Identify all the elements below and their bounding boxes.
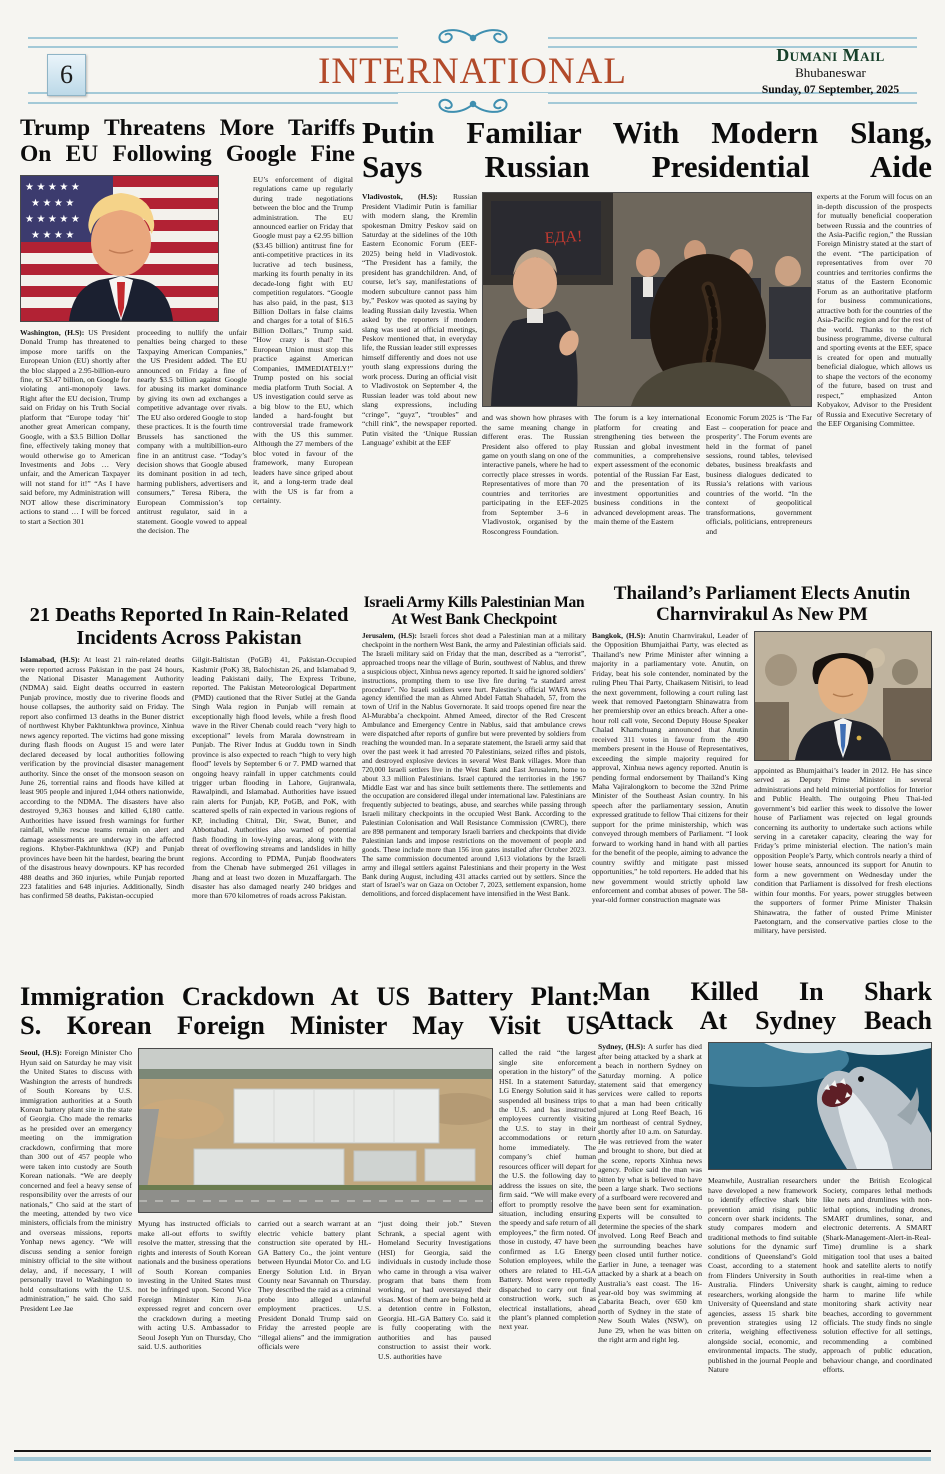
body-text: Anutin Charnvirakul, Leader of the Opposition Bhumjaithai Party, was elected as Thailand’s new Prime Minister after winning a majority in a parliamentary vote. Anutin, on Friday, beat his sole contender, nominated by the ruling Pheu Thai Party, Chaikasem Nitisiri, to lead the next government, following a court ruling last week that removed Paetongtarn Shinawatra from her premiership over an ethics breach. After a one-hour roll call vote, Second Deputy House Speaker Chalad Khamchuang announced that Anutin received 311 votes in favour from the 490 members present in the House of Representatives, exceeding the simple majority required for approval, Xinhua news agency reported. Anutin is pending formal endorsement by Thailand’s King Maha Vajiralongkorn to become the 32nd Prime Minister of the Southeast Asian country. In his speech after the parliamentary session, Anutin expressed gratitude to fellow Thai citizens for their support for the prime ministership, which was conveyed through members of Parliament. “I look forward to working hand in hand with all parties for the benefit of the people, aiming to advance the country swiftly and mitigate past missed opportunities,” he told reporters. He added that his new government would strictly uphold law enforcement and combat abuses of power. The 58-year-old former construction magnate was xyxy=(592,630,748,905)
section-title: INTERNATIONAL xyxy=(318,51,627,92)
body-column: The forum is a key international platform for creating and strengthening ties between the Russian and global investment communities, a comprehensive expert assessment of the economic potential of the Russian Far East, and the presentation of its investment opportunities and business conditions in the advanced development areas. The main theme of the Eastern xyxy=(594,413,700,527)
headline-putin xyxy=(362,116,932,184)
body-column xyxy=(362,192,477,536)
dateline: Sydney, (H.S): xyxy=(598,1042,646,1052)
dateline: Seoul, (H.S): xyxy=(20,1048,62,1058)
svg-text:★ ★ ★ ★ ★: ★ ★ ★ ★ ★ xyxy=(25,213,80,225)
battery-plant-aerial-photo xyxy=(138,1048,493,1213)
headline-line-2: Charnvirakul As New PM xyxy=(656,603,868,625)
headline-israeli xyxy=(362,594,586,628)
footer-rule-blue xyxy=(14,1457,931,1461)
ornament-top-icon xyxy=(398,26,548,49)
body-text: Russian President Vladimir Putin is familiar with modern slang, the Kremlin spokesman Dmitry Peskov said on Saturday at the sidelines of the 10th Eastern Economic Forum (EEF-2025) being held in Vladivostok. “The President has a family, the president has grandchildren. And, of course, let’s say, manifestations of modern subculture cannot pass him by,” Peskov was quoted as saying by leading Russian daily Izvestia. When asked by the reporters if modern slang was used at official meetings, Peskov mentioned that, in everyday life, the Russian leader still expresses himself differently and does not use youth slang expressions during the work process. During an official visit to Vladivostok on September 4, the Russian leader was told about new slang expressions, including “cringe”, “guyz”, “troubles” and “chill rink”, the newspaper reported. Putin visited the ‘Unique Russian Language’ exhibit at the EEF xyxy=(362,192,477,447)
body-column xyxy=(598,1042,702,1375)
trump-flag-photo xyxy=(20,175,219,322)
headline-line-2: Attack At Sydney Beach xyxy=(598,1005,932,1035)
body-column xyxy=(20,328,130,536)
body-text: Foreign Minister Cho Hyun said on Saturday he may visit the United States to discuss with Washington the arrests of hundreds of South Koreans by U.S. immigration authorities at a South Korean battery plant site in the state of Georgia. Cho made the remarks as he presided over an emergency meeting on the immigration crackdown, confirming that more than 300 out of 457 people who were taken into custody are South Korean nationals. “We are deeply concerned and feel a heavy sense of responsibility over the arrests of our nationals,” Cho said at the start of the meeting, attended by two vice ministers, officials from the ministry and overseas missions, reports Yonhap news agency. “We will discuss sending a senior foreign ministry official to the site without delay, and, if necessary, I will personally travel to Washington to hold consultations with the U.S. administration,” he said. Cho said President Lee Jae xyxy=(20,1048,132,1313)
headline-line-2: Incidents Across Pakistan xyxy=(76,626,302,649)
svg-text:ЕДА!: ЕДА! xyxy=(544,228,583,248)
putin-eef-photo xyxy=(482,192,812,407)
headline-line-1: Man Killed In Shark xyxy=(598,978,932,1006)
svg-text:★ ★ ★ ★: ★ ★ ★ ★ xyxy=(31,229,75,241)
headline-line-1: 21 Deaths Reported In Rain-Related xyxy=(29,604,349,626)
anutin-photo xyxy=(754,631,932,761)
body-column: called the raid “the largest single site enforcement operation in the history” of the HSI. In a statement Saturday, LG Energy Solution said it has suspended all business trips to the U.S. and has instructed employees currently visiting the U.S. to stay in their accommodations or return home immediately. The company’s chief human resources officer will depart for the U.S. the following day to address the issues on site, the firm said. “We will make every effort to promptly resolve the situation, including ensuring the speedy and safe return of all employees,” the firm noted. Of those in custody, 47 have been confirmed as LG Energy Solution employees, while the others are related to HL-GA Battery. Most were reportedly dispatched to carry out final construction work, such as electrical installations, ahead the plant’s planned completion next year. xyxy=(499,1048,596,1332)
page-number: 6 xyxy=(47,54,86,96)
headline-line-2: On EU Following Google Fine xyxy=(20,140,355,167)
article-pakistan-rain-deaths xyxy=(20,604,358,978)
shark-photo xyxy=(708,1042,932,1170)
headline-korea xyxy=(20,982,600,1040)
dateline: Jerusalem, (H.S): xyxy=(362,632,417,641)
body-column: Economic Forum 2025 is ‘The Far East – cooperation for peace and prosperity’. The Forum events are held in the format of panel sessions, round tables, televised debates, business breakfasts and business dialogues dedicated to Russia’s relations with various countries of the world. “In the context of geopolitical transformations, government officials, politicians, entrepreneurs and xyxy=(706,413,812,536)
footer-rule-black xyxy=(14,1450,931,1452)
body-column: appointed as Bhumjaithai’s leader in 2012. He has since served as Deputy Prime Minister in several administrations and held ministerial portfolios for Interior and Public Health. The outgoing Pheu Thai-led government’s bid earlier this week to dissolve the lower house of Parliament was rejected on legal grounds concerning its authority to undertake such actions while serving in a caretaker capacity, clearing the way for Friday’s prime ministerial election. The nation’s main opposition People’s Party, which controls nearly a third of lower house seats, announced its support for Anutin to form a new government on Wednesday under the condition that Parliament is dissolved for fresh elections within four months. For years, power struggles between the supporters of former Prime Minister Thaksin Shinawatra, the father of ousted Prime Minister Paetongtarn, and the conservative parties close to the military, have persisted. xyxy=(754,765,932,936)
article-shark-attack xyxy=(598,978,932,1460)
body-column: carried out a search warrant at an electric vehicle battery plant construction site operated by HL-GA Battery Co., the joint venture between Hyundai Motor Co. and LG Energy Solution Ltd. in Bryan County near Savannah on Thursday. They described the raid as a criminal probe into alleged unlawful employment practices. U.S. President Donald Trump said on Friday the arrested people are “illegal aliens” and the immigration officials were xyxy=(258,1219,371,1352)
body-column xyxy=(20,655,184,901)
dateline: Washington, (H.S): xyxy=(20,327,85,337)
article-korea-immigration xyxy=(20,982,600,1460)
masthead-city: Bhubaneswar xyxy=(795,65,866,80)
headline-line-1: Putin Familiar With Modern Slang, xyxy=(362,116,932,150)
article-israeli-checkpoint xyxy=(362,594,586,978)
headline-line-2: S. Korean Foreign Minister May Visit US xyxy=(20,1010,600,1041)
headline-shark xyxy=(598,978,932,1035)
body-text: At least 21 rain-related deaths were reported across Pakistan in the past 24 hours, the National Disaster Management Authority (NDMA) said. Eight deaths occurred in eastern Punjab province, mostly due to riverine floods and house collapses, the authority said on Friday. The report also confirmed 13 deaths in the Buner district of northwest Khyber Pakhtunkhwa province, Xinhua news agency reported. The victims had gone missing during flash floods on August 15 and were later declared deceased by local authorities following verification by the provincial disaster management authority. Since the onset of the monsoon season on June 26, torrential rains and floods have killed at least 905 people and injured 1,044 others nationwide, according to the NDMA. The disasters have also destroyed 9,363 houses and killed 6,180 cattle. Authorities have issued fresh warnings for further rainfall, while rescue teams remain on alert and damage assessments are underway in the affected regions. Khyber-Pakhtunkhwa (KP) and Punjab provinces have been hit the hardest, bearing the brunt of the disastrous heavy downpours. KP has recorded 488 deaths and 360 injuries, while Punjab reported 223 fatalities and 648 injuries. Additionally, Sindh has confirmed 58 deaths, Pakistan-occupied xyxy=(20,655,184,901)
body-column xyxy=(592,631,748,936)
body-column: Meanwhile, Australian researchers have developed a new framework to identify effective shark bite prevention amid rising public concern over shark incidents. The study compares modern and traditional methods to find suitable solutions for the dynamic surf conditions of Queensland’s Gold Coast, according to a statement from Flinders University in South Australia. Flinders University researchers, working alongside the University of Queensland and state agencies, assess 15 shark bite prevention strategies using 12 criteria, weighing effectiveness alongside social, economic, and environmental impacts. The study, published in the journal People and Nature xyxy=(708,1176,817,1375)
headline-pakistan xyxy=(20,604,358,649)
issue-date: Sunday, 07 September, 2025 xyxy=(761,84,900,96)
body-column: under the British Ecological Society, compares lethal methods like nets and drumlines with non-lethal options, including drones, SMART drumlines, sonar, and electronic deterrents. A SMART (Shark-Management-Alert-in-Real-Time) drumline is a shark mitigation tool that uses a baited hook and satellite alerts to notify authorities in real-time when a shark is caught, aiming to reduce harm to marine life while monitoring shark activity near beaches, according to government officials. The study finds no single solution effective for all settings, recommending a combined approach of public education, behaviour change, and coordinated efforts. xyxy=(823,1176,932,1375)
article-trump-eu-tariffs xyxy=(20,116,355,600)
headline-line-2: Says Russian Presidential Aide xyxy=(362,149,932,185)
svg-text:★ ★ ★ ★ ★: ★ ★ ★ ★ ★ xyxy=(25,181,80,193)
body-text: Israeli forces shot dead a Palestinian man at a military checkpoint in the northern West Bank, the army and Palestinian officials said. The Israeli military said on Friday that the man, described as a “terrorist”, approached troops near the village of Burin, southwest of Nablus, and threw a suspicious object, Xinhua news agency reported. It said he ignored soldiers’ instructions, prompting them to use live fire during “a standard arrest procedure”. No Israeli soldiers were hurt. Palestine’s official WAFA news agency identified the man as Ahmed Abdel Fattah Shahadeh, 57, from the town of Urif in the Nablus Governorate. It said troops opened fire near the Al-Murabba’a checkpoint. Ahmed Ameed, director of the Red Crescent Ambulance and Emergency Centre in Nablus, said that ambulance crews were dispatched after reports of gunfire but were prevented by soldiers from reaching the wounded man. In a separate statement, the Israeli army said that over the past week it had arrested 70 Palestinians, seized rifles and pistols, and destroyed explosive devices in several West Bank villages. More than 720,000 Israeli settlers live in the West Bank and East Jerusalem, home to about 3.3 million Palestinians. Israel captured the territories in the 1967 Middle East war and has since built settlements there. The settlements and the occupation are considered illegal under international law. Palestinians are frequently subjected to beatings, abuse, and searches while passing through Israeli military checkpoints in the occupied West Bank. According to the Palestinian Colonisation and Wall Resistance Commission (CWRC), there are 898 permanent and temporary Israeli barriers and checkpoints that divide Palestinian lands and impose restrictions on the movement of people and goods. These include more than 156 iron gates installed after October 2023. The same commission documented around 1,613 violations by the Israeli army and illegal settlers against Palestinians and their property in the West Bank during August, including 431 attacks carried out by settlers. Since the start of Israel’s war on Gaza on October 7, 2023, settlement expansion, home demolitions, and forced displacement have intensified in the West Bank. xyxy=(362,632,586,899)
svg-text:★ ★ ★ ★: ★ ★ ★ ★ xyxy=(31,197,75,209)
body-column: experts at the Forum will focus on an in-depth discussion of the prospects for mutually beneficial cooperation between Russia and the countries of the Asia-Pacific region,” the Russian Foreign Ministry stated at the start of the event. “The participation of representatives from over 70 countries and territories confirms the status of the Eastern Economic Forum as an authoritative platform for business communications, attractive both for the countries of the Asia-Pacific region and for the rest of the world. Thanks to the rich business programme, diverse cultural and sporting events at the EEF, space is created for open and mutually beneficial dialogue, which allows us to shape the vectors of the economy of the future, based on trust and respect,” emphasized Anton Kobyakov, Advisor to the President of Russia and Executive Secretary of the EEF Organising Committee. xyxy=(817,192,932,429)
masthead xyxy=(738,45,923,96)
body-text: A surfer has died after being attacked by a shark at a beach in northern Sydney on Saturday morning. A police statement said that emergency services were called to reports that a man had been critically injured at Long Reef Beach, 16 km northeast of central Sydney, shortly after 10 a.m. on Saturday. He was retrieved from the water and brought to shore, but died at the scene, reports Xinhua news agency. Police said the man was bitten by what is believed to have been a large shark. Two sections of a surfboard were recovered and have been sent for examination. Experts will be consulted to determine the species of the shark involved. Long Reef Beach and the surrounding beaches have been closed until further notice. Earlier in June, a teenager was attacked by a shark at a beach on Australia’s east coast. The 16-year-old boy was swimming at Cabarita Beach, over 650 km north of Sydney in the state of New South Wales (NSW), on June 29, when he was bitten on the right arm and right leg. xyxy=(598,1042,702,1345)
body-column: Myung has instructed officials to make all-out efforts to swiftly resolve the matter, stressing that the rights and interests of South Korean nationals and the business operations of South Korean companies investing in the United States must not be infringed upon. Second Vice Foreign Minister Kim Ji-na expressed regret and concern over the crackdown during a meeting with acting U.S. Ambassador to Seoul Joseph Yun on Thursday, Cho said. U.S. authorities xyxy=(138,1219,251,1352)
body-column: and was shown how phrases with the same meaning change in different eras. The Russian President also offered to play game on youth slang on one of the interactive panels, where he had to correctly place stresses in words. Representatives of more than 70 countries and territories are participating in the EEF-2025 from September 3–6 in Vladivostok, organised by the Roscongress Foundation. xyxy=(482,413,588,536)
dateline: Vladivostok, (H.S): xyxy=(362,192,438,202)
ornament-bottom-icon xyxy=(398,93,548,116)
body-column: “just doing their job.” Steven Schrank, a special agent with Homeland Security Investigations (HSI) for Georgia, said the individuals in custody include those who came in through a visa waiver program that bans them from working, or had overstayed their visas. Most of them are being held at a detention centre in Folkston, Georgia. HL-GA Battery Co. said it is fully cooperating with the authorities and has paused construction to assist their work. U.S. authorities have xyxy=(378,1219,491,1361)
headline-thailand xyxy=(592,584,932,626)
dateline: Islamabad, (H.S): xyxy=(20,655,80,665)
body-text: US President Donald Trump has threatened to impose more tariffs on the European Union (EU) shortly after the bloc slapped a 2.95-billion-euro fine, or $3.47 billion, on Google for violating anti-monopoly laws. Right after the EU decision, Trump said on Friday on his Truth Social platform that “Europe today ‘hit’ another great American company, Google, with a $3.5 Billion Dollar fine, effectively taking money that would otherwise go to American Investments and Jobs … Very unfair, and the American Taxpayer will not stand for it!” “As I have said before, my Administration will NOT allow these discriminatory actions to stand … I will be forced to start a Section 301 xyxy=(20,327,130,526)
headline-line-1: Immigration Crackdown At US Battery Plant: xyxy=(20,982,600,1011)
headline-line-1: Trump Threatens More Tariffs xyxy=(20,116,355,141)
headline-line-1: Israeli Army Kills Palestinian Man xyxy=(363,594,585,611)
body-column: Gilgit-Baltistan (PoGB) 41, Pakistan-Occupied Kashmir (PoK) 38, Balochistan 26, and Islamabad 9, leading Pakistani daily, The Express Tribune, reported. The Pakistan Meteorological Department (PMD) cautioned that the River Sutlej at the Ganda Singh Wala region in Punjab will remain at exceptionally high flood levels, while a fresh flood wave in the River Chenab could reach “very high to exceptional” levels from Marala downstream in Punjab. The River Indus at Guddu town in Sindh province is also expected to reach “high to very high flood” levels by September 6 or 7. PMD warned that ongoing heavy rainfall in upper catchments could trigger urban flooding in Lahore, Gujranwala, Rawalpindi, and Islamabad. Authorities have issued rain alerts for Punjab, KP, PoGB, and PoK, with scattered spells of rain expected in various regions of KP, including Chitral, Dir, Swat, Buner, and Abbottabad. Authorities also warned of potential flash flooding in low-lying areas, along with the threat of overflowing streams and landslides in hilly regions. According to PDMA, Punjab floodwaters from the Chenab have submerged 261 villages in Jhang and at least two dozen in Muzaffargarh. The disaster has also damaged nearly 240 bridges and more than 670 kilometres of roads across Pakistan. xyxy=(192,655,356,901)
body-column xyxy=(362,632,586,899)
body-column: proceeding to nullify the unfair penalties being charged to these Taxpaying American Companies,” the US President added. The EU announced on Friday a fine of nearly $3.5 billion against Google for abusing its market dominance by giving its own ad exchanges a competitive advantage over rivals. The EU also ordered Google to stop these practices. It is the fourth time Brussels has sanctioned the company with a multibillion-euro fine in an antitrust case. “Today’s decision shows that Google abused its dominant position in ad tech, harming publishers, advertisers and consumers,” Teresa Ribera, the European Commission’s top antitrust regulator, said in a statement. Google vowed to appeal the decision. The xyxy=(137,327,247,536)
body-column xyxy=(20,1048,132,1361)
masthead-title: Dumani Mail xyxy=(776,45,885,65)
article-thailand-pm xyxy=(592,584,932,978)
article-putin-slang xyxy=(362,116,932,600)
headline-line-1: Thailand’s Parliament Elects Anutin xyxy=(613,584,911,604)
headline-trump xyxy=(20,116,355,168)
dateline: Bangkok, (H.S): xyxy=(592,630,646,640)
body-column: EU’s enforcement of digital regulations came up regularly during trade negotiations between the bloc and the Trump administration. The EU announced earlier on Friday that Google must pay a €2.95 billion ($3.45 billion) antitrust fine for anti-competitive practices in its lucrative ad tech business, marking its fourth penalty in its decade-long fight with EU competition regulators. “Google has also paid, in the past, $13 Billion Dollars in false claims and charges for a total of $16.5 Billion Dollars,” Trump said. “How crazy is that? The European Union must stop this practice against American Companies, IMMEDIATELY!” Trump posted on his social media platform Truth Social. A US investigation could serve as a big blow to the EU, which landed a hard-fought but controversial trade framework with the US this summer. Although the 27 members of the bloc voted in favour of the framework, many European leaders have since griped about it, and a long-term trade deal with the US is far from a certainty. xyxy=(253,174,353,506)
headline-line-2: At West Bank Checkpoint xyxy=(391,611,557,629)
